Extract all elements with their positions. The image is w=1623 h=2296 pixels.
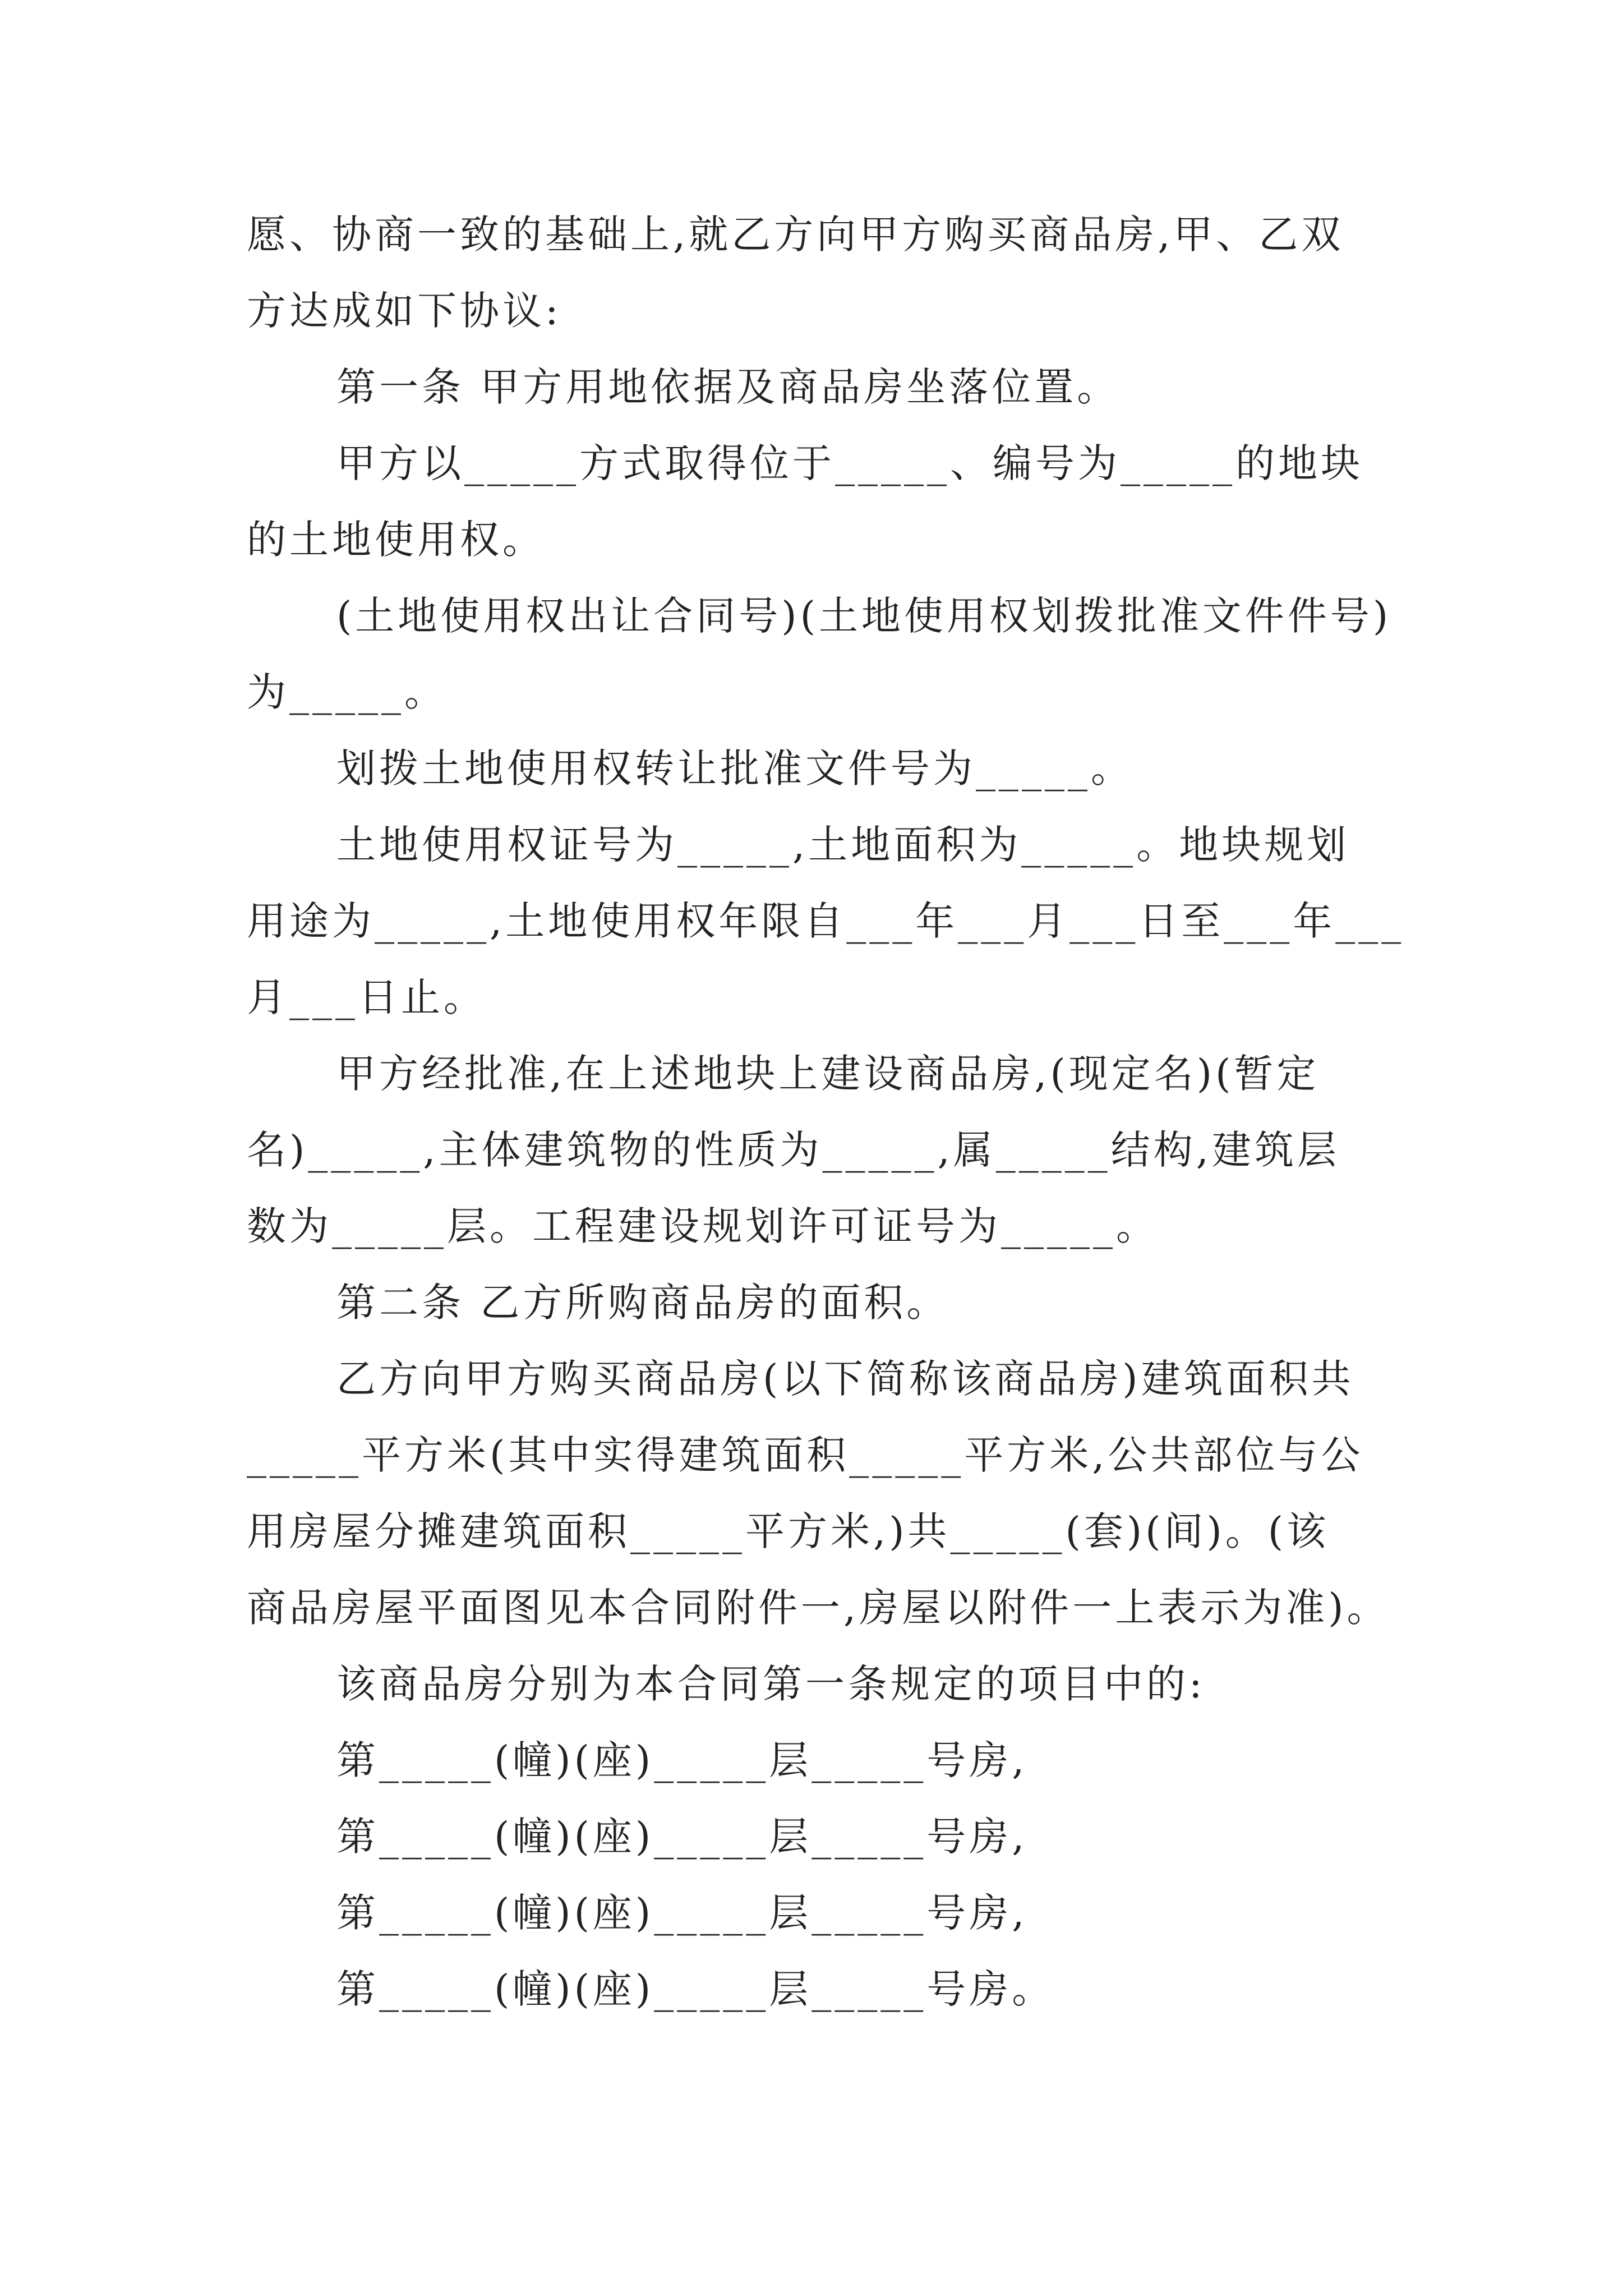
text-line: 土地使用权证号为_____,土地面积为_____。地块规划	[336, 822, 1350, 868]
text-line: 的土地使用权。	[247, 517, 545, 563]
text-line: 愿、协商一致的基础上,就乙方向甲方购买商品房,甲、乙双	[247, 211, 1344, 257]
text-line: 用房屋分摊建筑面积_____平方米,)共_____(套)(间)。(该	[247, 1508, 1330, 1554]
document-body	[247, 196, 1408, 2027]
text-line: 数为_____层。工程建设规划许可证号为_____。	[247, 1203, 1159, 1249]
text-line: 商品房屋平面图见本合同附件一,房屋以附件一上表示为准)。	[247, 1585, 1390, 1631]
text-line: 为_____。	[247, 669, 447, 715]
text-line: 甲方经批准,在上述地块上建设商品房,(现定名)(暂定	[336, 1051, 1320, 1097]
text-line: 乙方向甲方购买商品房(以下简称该商品房)建筑面积共	[336, 1356, 1354, 1402]
text-line: 该商品房分别为本合同第一条规定的项目中的:	[336, 1661, 1206, 1707]
text-line: 方达成如下协议:	[247, 288, 562, 334]
article-heading: 第一条 甲方用地依据及商品房坐落位置。	[336, 364, 1120, 410]
text-line: 名)_____,主体建筑物的性质为_____,属_____结构,建筑层	[247, 1127, 1340, 1173]
text-line: 第_____(幢)(座)_____层_____号房,	[336, 1737, 1028, 1783]
text-line: 月___日止。	[247, 974, 486, 1020]
text-line: 划拨土地使用权转让批准文件号为_____。	[336, 746, 1133, 792]
text-line: 第_____(幢)(座)_____层_____号房,	[336, 1814, 1028, 1860]
text-line: 甲方以_____方式取得位于_____、编号为_____的地块	[336, 440, 1363, 486]
text-line: 第_____(幢)(座)_____层_____号房。	[336, 1966, 1055, 2012]
article-heading: 第二条 乙方所购商品房的面积。	[336, 1280, 949, 1326]
text-line: 用途为_____,土地使用权年限自___年___月___日至___年___	[247, 898, 1405, 944]
text-line: (土地使用权出让合同号)(土地使用权划拨批准文件件号)	[336, 593, 1392, 639]
text-line: 第_____(幢)(座)_____层_____号房,	[336, 1890, 1028, 1936]
text-line: _____平方米(其中实得建筑面积_____平方米,公共部位与公	[247, 1432, 1364, 1478]
